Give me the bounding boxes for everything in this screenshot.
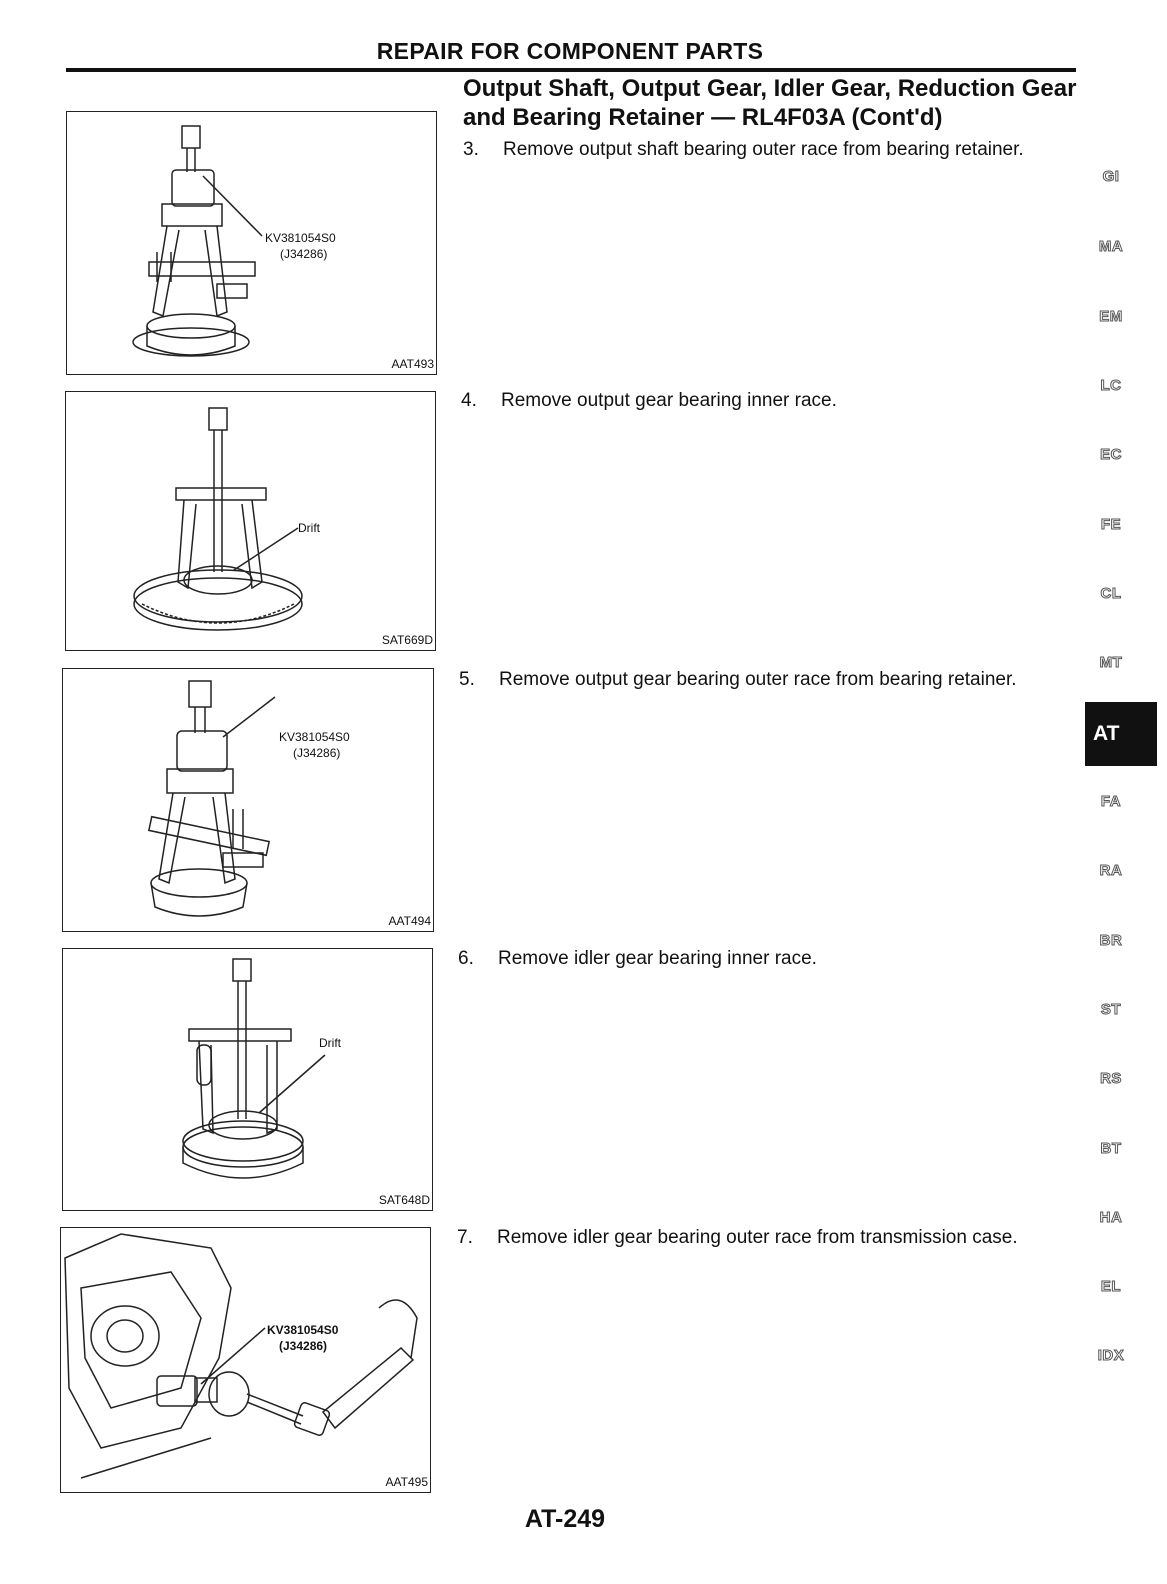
step-3 — [463, 138, 1078, 162]
step-7 — [457, 1226, 1072, 1250]
gear-puller-illustration — [66, 392, 434, 649]
side-tab-fa[interactable]: FA — [1100, 793, 1122, 810]
side-tab-br[interactable]: BR — [1099, 932, 1123, 949]
figure-aat493 — [66, 111, 437, 375]
step-number: 3. — [463, 139, 479, 160]
callout-tool-label — [279, 729, 350, 761]
step-text: Remove idler gear bearing outer race from transmission case. — [497, 1227, 1018, 1248]
callout-tool-number: KV381054S0 — [279, 730, 350, 744]
callout-drift-label: Drift — [319, 1036, 341, 1050]
gear-puller-illustration — [63, 949, 431, 1209]
callout-tool-number: KV381054S0 — [267, 1323, 339, 1337]
step-number: 6. — [458, 948, 474, 969]
side-tab-lc[interactable]: LC — [1100, 377, 1122, 394]
step-text: Remove idler gear bearing inner race. — [498, 948, 817, 969]
side-tab-ec[interactable]: EC — [1100, 446, 1122, 463]
side-tab-ra[interactable]: RA — [1099, 862, 1123, 879]
side-tab-el[interactable]: EL — [1100, 1278, 1122, 1295]
figure-sat648d — [62, 948, 433, 1211]
page-number: AT-249 — [524, 1505, 606, 1533]
step-number: 7. — [457, 1227, 473, 1248]
step-text: Remove output gear bearing inner race. — [501, 390, 837, 411]
side-tab-st[interactable]: ST — [1100, 1001, 1122, 1018]
callout-drift-label: Drift — [298, 521, 320, 535]
side-tab-ha[interactable]: HA — [1099, 1209, 1123, 1226]
figure-aat494 — [62, 668, 434, 932]
step-text: Remove output gear bearing outer race from bearing retainer. — [499, 669, 1017, 690]
side-tab-mt[interactable]: MT — [1099, 654, 1123, 671]
side-tab-idx[interactable]: IDX — [1097, 1347, 1125, 1364]
step-4 — [461, 389, 1076, 413]
step-6 — [458, 947, 1073, 971]
side-tab-ma[interactable]: MA — [1098, 238, 1124, 255]
figure-code: AAT495 — [385, 1475, 428, 1489]
side-tab-at-active[interactable]: AT — [1085, 702, 1157, 766]
callout-tool-label — [265, 230, 336, 262]
side-tab-cl[interactable]: CL — [1100, 585, 1122, 602]
callout-tool-alt-number: (J34286) — [280, 247, 328, 261]
side-tab-gi[interactable]: GI — [1102, 168, 1120, 185]
callout-tool-alt-number: (J34286) — [279, 1339, 328, 1353]
figure-aat495 — [60, 1227, 431, 1493]
side-tab-em[interactable]: EM — [1099, 308, 1123, 325]
callout-tool-alt-number: (J34286) — [293, 746, 341, 760]
callout-tool-number: KV381054S0 — [265, 231, 336, 245]
case-puller-illustration — [61, 1228, 429, 1491]
puller-illustration — [67, 112, 435, 373]
step-number: 4. — [461, 390, 477, 411]
figure-code: AAT493 — [391, 357, 434, 371]
figure-code: AAT494 — [388, 914, 431, 928]
callout-tool-label — [267, 1322, 338, 1354]
header-rule — [66, 68, 1076, 72]
figure-code: SAT648D — [378, 1193, 430, 1207]
figure-code: SAT669D — [381, 633, 433, 647]
page-header-title: REPAIR FOR COMPONENT PARTS — [376, 38, 764, 64]
puller-illustration — [63, 669, 432, 930]
side-tab-fe[interactable]: FE — [1100, 516, 1122, 533]
step-number: 5. — [459, 669, 475, 690]
step-5 — [459, 668, 1074, 692]
figure-sat669d — [65, 391, 436, 651]
section-title: Output Shaft, Output Gear, Idler Gear, Reduction Gear and Bearing Retainer — RL4F03A (Cont'd) — [463, 75, 1077, 131]
side-tab-bt[interactable]: BT — [1100, 1140, 1122, 1157]
step-text: Remove output shaft bearing outer race from bearing retainer. — [503, 139, 1024, 160]
side-tab-rs[interactable]: RS — [1100, 1070, 1122, 1087]
